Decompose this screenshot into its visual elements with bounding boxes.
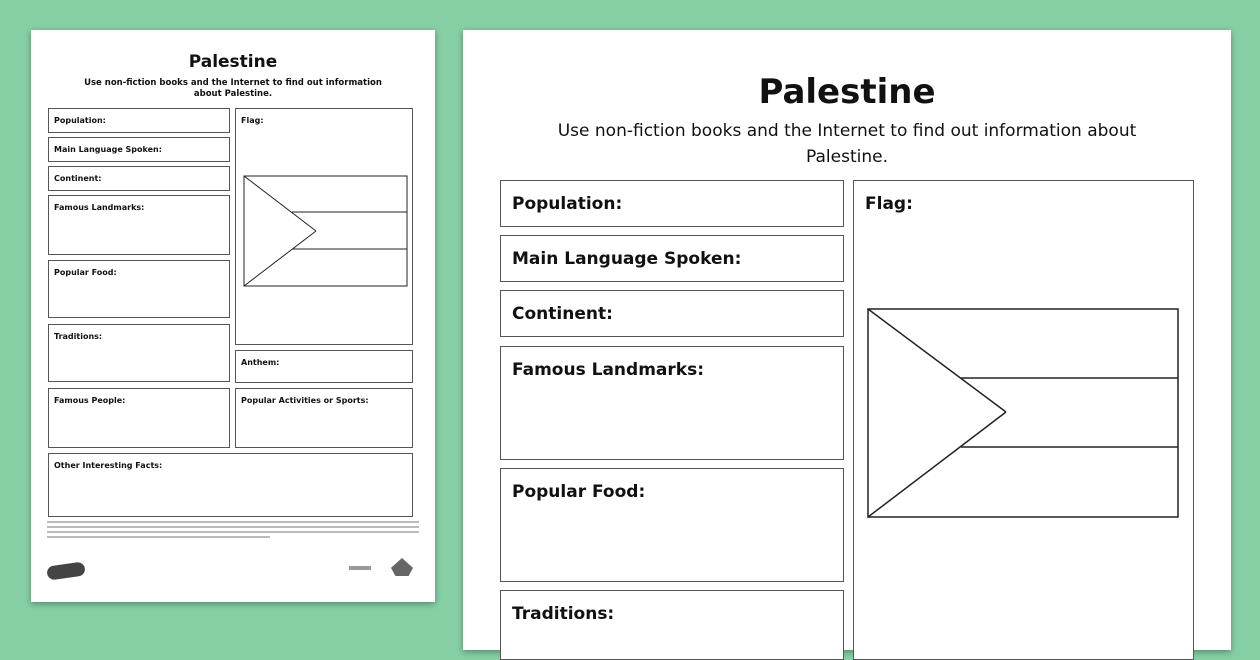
- language-box[interactable]: [48, 137, 230, 162]
- continent-box[interactable]: [500, 290, 844, 337]
- food-box[interactable]: [48, 260, 230, 318]
- intro-text: Use non-fiction books and the Internet to find out information about Palestine.: [84, 78, 382, 99]
- facts-label: Other Interesting Facts:: [54, 461, 163, 470]
- crown-icon: [391, 558, 413, 576]
- anthem-box[interactable]: [235, 350, 413, 383]
- activities-box[interactable]: [235, 388, 413, 448]
- food-box[interactable]: [500, 468, 844, 582]
- page-title: Palestine: [188, 52, 278, 72]
- population-box[interactable]: [500, 180, 844, 227]
- traditions-box[interactable]: [500, 590, 844, 660]
- flag-label: Flag:: [241, 116, 264, 125]
- anthem-label: Anthem:: [241, 358, 280, 367]
- flag-outline: [867, 308, 1179, 518]
- landmarks-label: Famous Landmarks:: [512, 360, 704, 380]
- brand-logo: [46, 561, 86, 580]
- intro-text: Use non-fiction books and the Internet to find out information about Palestine.: [557, 121, 1137, 167]
- continent-label: Continent:: [54, 174, 102, 183]
- people-label: Famous People:: [54, 396, 126, 405]
- population-box[interactable]: [48, 108, 230, 133]
- food-label: Popular Food:: [512, 482, 646, 502]
- population-label: Population:: [512, 194, 623, 214]
- worksheet-thumbnail[interactable]: [31, 30, 435, 602]
- continent-label: Continent:: [512, 304, 613, 324]
- landmarks-label: Famous Landmarks:: [54, 203, 145, 212]
- activities-label: Popular Activities or Sports:: [241, 396, 369, 405]
- landmarks-box[interactable]: [48, 195, 230, 255]
- people-box[interactable]: [48, 388, 230, 448]
- flag-label: Flag:: [865, 194, 913, 214]
- facts-box[interactable]: [48, 453, 413, 517]
- flag-outline: [243, 175, 408, 287]
- language-box[interactable]: [500, 235, 844, 282]
- page-title: Palestine: [758, 72, 936, 112]
- traditions-label: Traditions:: [512, 604, 615, 624]
- landmarks-box[interactable]: [500, 346, 844, 460]
- population-label: Population:: [54, 116, 106, 125]
- legal-notice: [47, 521, 419, 541]
- worksheet-zoomed[interactable]: [463, 30, 1231, 650]
- continent-box[interactable]: [48, 166, 230, 191]
- flag-box[interactable]: [235, 108, 413, 345]
- food-label: Popular Food:: [54, 268, 117, 277]
- flag-box[interactable]: [853, 180, 1194, 660]
- traditions-label: Traditions:: [54, 332, 103, 341]
- traditions-box[interactable]: [48, 324, 230, 382]
- language-label: Main Language Spoken:: [54, 145, 162, 154]
- language-label: Main Language Spoken:: [512, 249, 742, 269]
- footer-mark: [349, 566, 371, 570]
